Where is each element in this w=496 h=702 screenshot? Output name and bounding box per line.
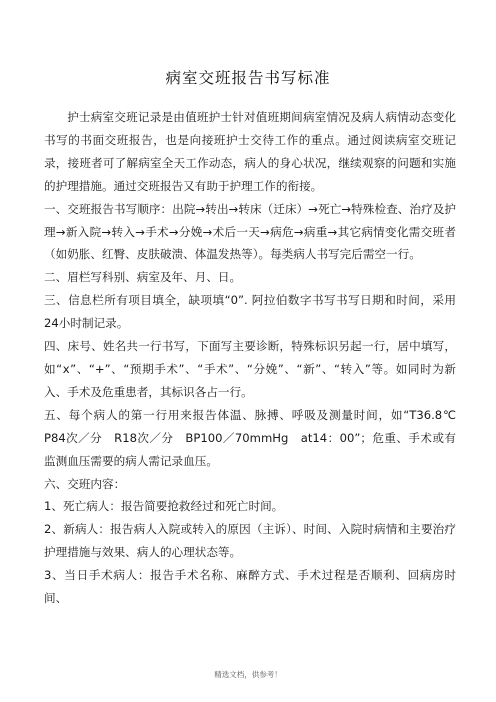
- intro-paragraph: 护士病室交班记录是由值班护士针对值班期间病室情况及病人病情动态变化书写的书面交班报告，也是向接班护士交待工作的重点。通过阅读病室交班记录，接班者可了解病室全天工作动态，病人的身心状况，继续观察的问题和实施的护理措施。通过交班报告又有助于护理工作的衔接。: [44, 110, 456, 193]
- paragraph-order: 一、交班报告书写顺序：出院→转出→转床（迁床）→死亡→特殊检查、治疗及护理→新入院→转入→手术→分娩→术后一天→病危→病重→其它病情变化需交班者（如奶胀、红臀、皮肤破溃、体温发热等）。每类病人书写完后需空一行。: [44, 201, 456, 262]
- paragraph-new-patient: 2、新病人：报告病人入院或转入的原因（主诉）、时间、入院时病情和主要治疗护理措施与效果、病人的心理状态等。: [44, 522, 456, 560]
- paragraph-death: 1、死亡病人：报告简要抢救经过和死亡时间。: [44, 499, 284, 514]
- paragraph-vitals: 五、每个病人的第一行用来报告体温、脉搏、呼吸及测量时间，如“T36.8℃ P84次／分 R18次／分 BP100／70mmHg at14：00”；危重、手术或有监测血压需要的病人需记录血压。: [44, 407, 468, 468]
- paragraph-surgery: 3、当日手术病人：报告手术名称、麻醉方式、手术过程是否顺利、回病房时间、: [44, 568, 456, 606]
- paragraph-info-bar: 三、信息栏所有项目填全，缺项填“0”. 阿拉伯数字书写书写日期和时间，采用24小时制记录。: [44, 293, 456, 331]
- paragraph-handover-content: 六、交班内容：: [44, 476, 126, 491]
- document-title: 病室交班报告书写标准: [165, 69, 331, 87]
- document-body: [44, 106, 468, 610]
- paragraph-bed-name: 四、床号、姓名共一行书写，下面写主要诊断，特殊标识另起一行，居中填写，如“ⅹ”、“+”、“预期手术”、“手术”、“分娩”、“新”、“转入”等。如同时为新入、手术及危重患者，其标识各占一行。: [44, 339, 456, 399]
- paragraph-header: 二、眉栏写科别、病室及年、月、日。: [44, 270, 242, 285]
- page-footer: 精选文档，供参考！: [214, 670, 282, 679]
